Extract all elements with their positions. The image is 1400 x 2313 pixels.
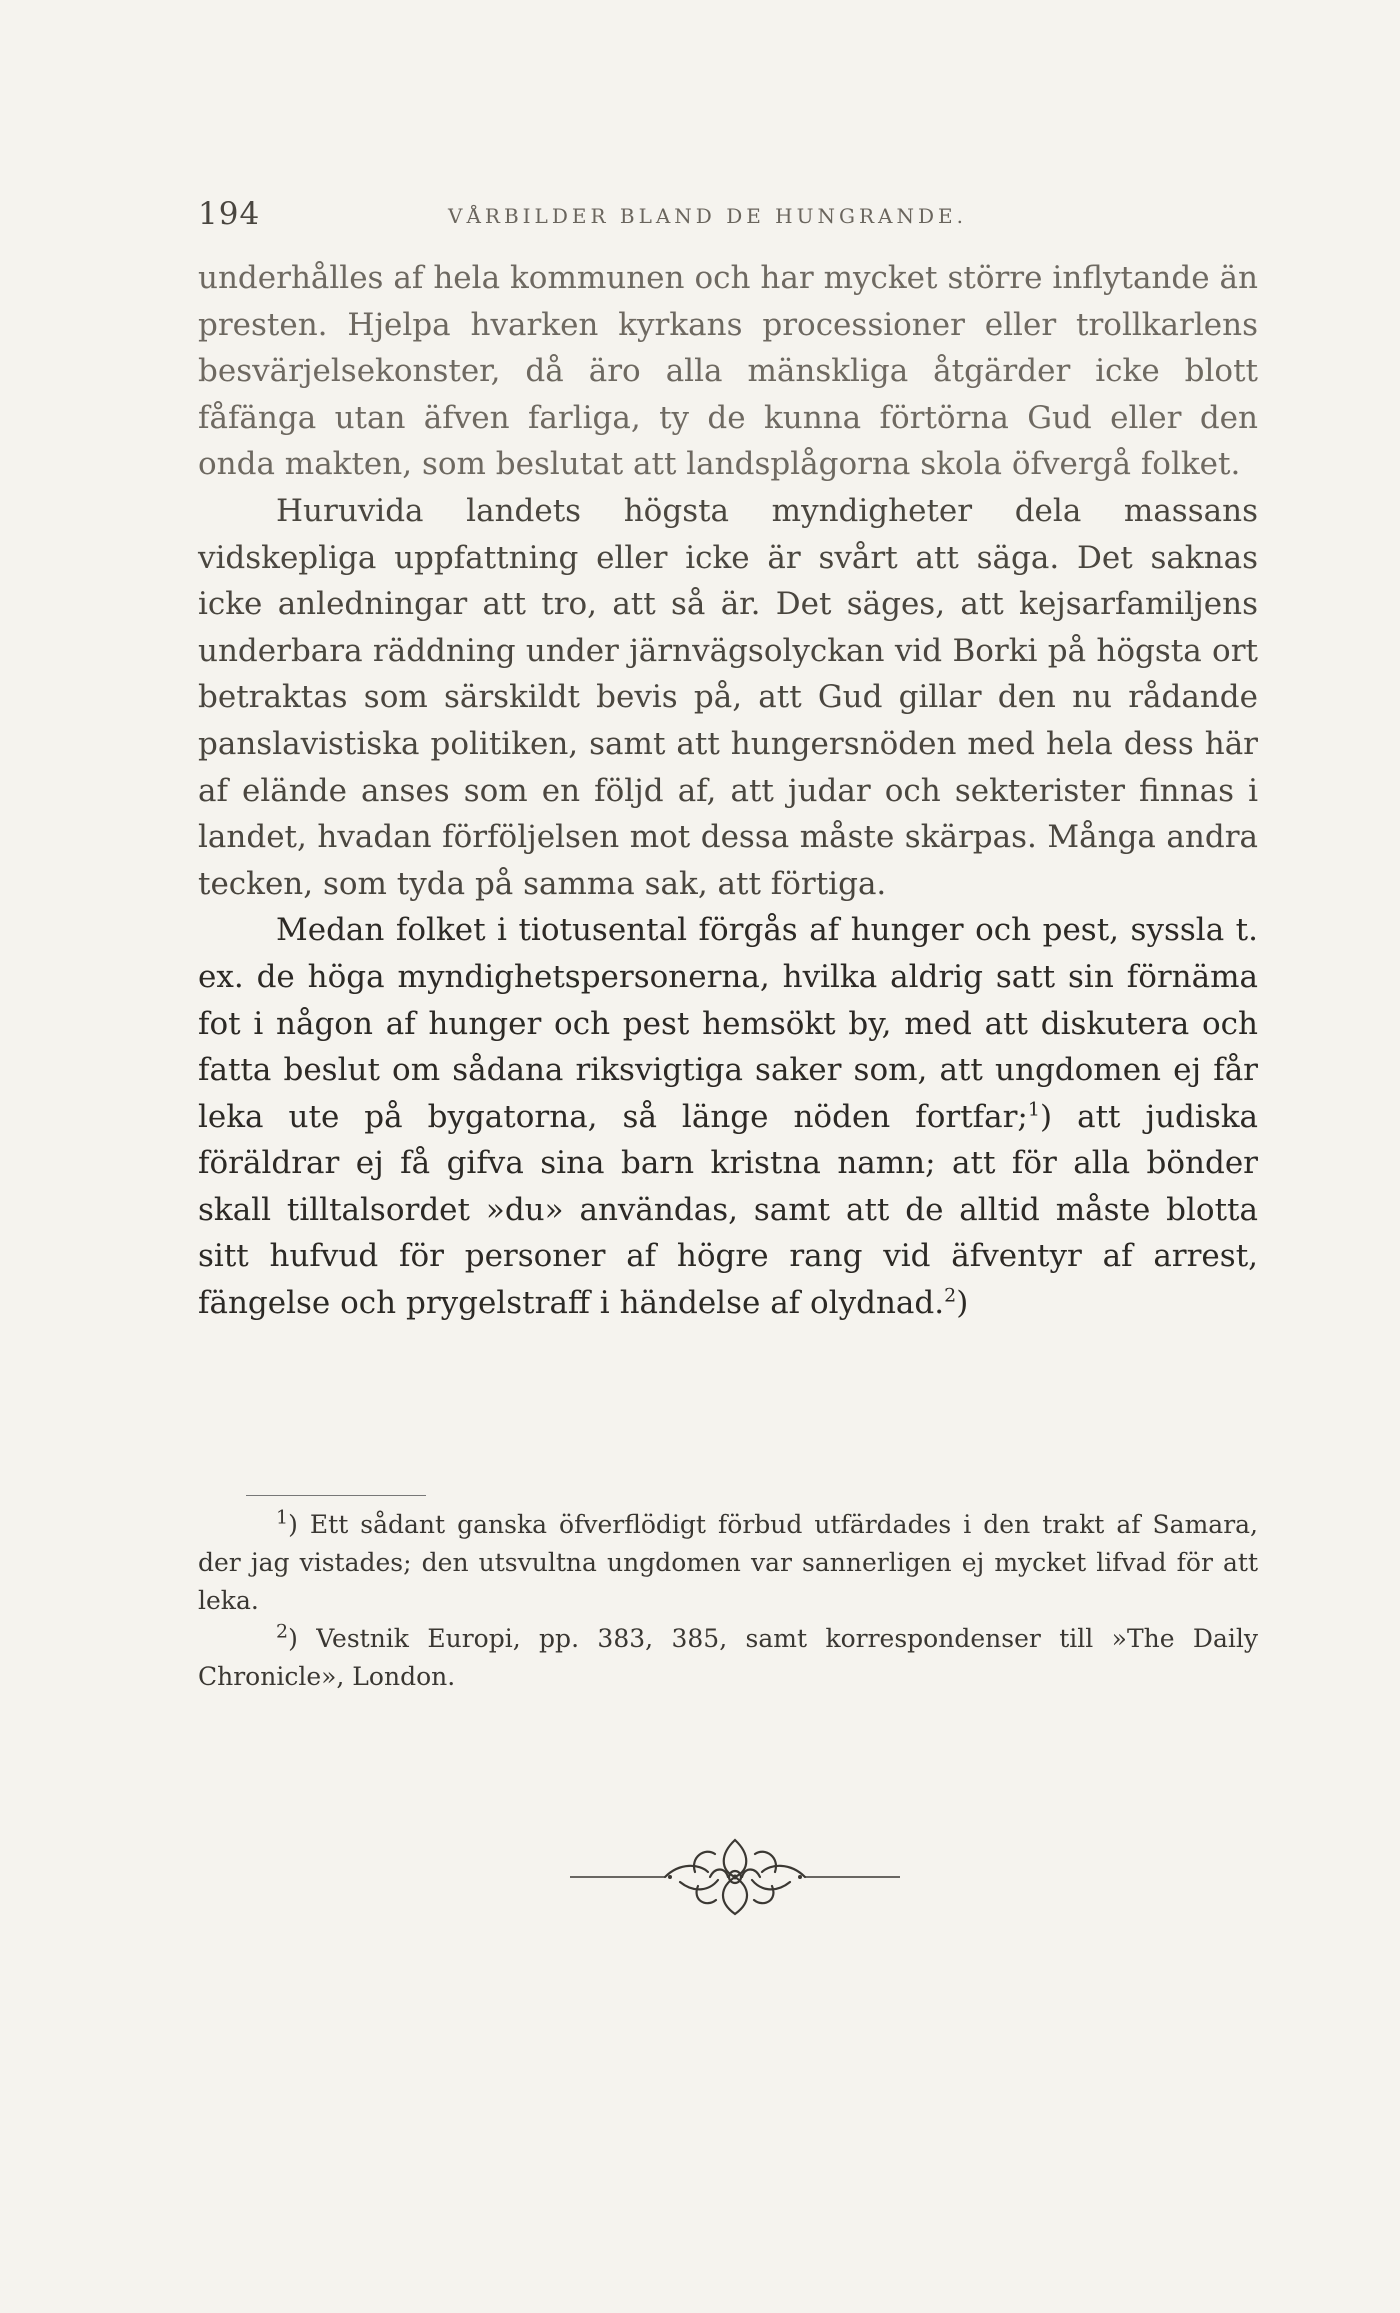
footnote-ref-2-close: ) — [956, 1285, 969, 1322]
paragraph-3-part-b: att judiska föräldrar ej få gifva sina barn kristna namn; att för alla bönder skall tilltalsordet »du» användas, samt att de alltid måste blotta sitt hufvud för personer af högre rang vid äfventyr af arrest, fängelse och prygelstraff i händelse af olydnad. — [198, 1098, 1258, 1322]
running-head — [198, 196, 1258, 236]
body-text — [198, 255, 1258, 1327]
fleuron-ornament-icon — [570, 1832, 900, 1922]
footnote-2-marker: 2 — [276, 1620, 289, 1643]
footnote-1-marker-close: ) — [288, 1510, 298, 1539]
footnote-rule — [246, 1495, 426, 1496]
page-number: 194 — [198, 196, 261, 232]
footnote-ref-2: 2 — [944, 1284, 957, 1307]
paragraph-2: Huruvida landets högsta myndigheter dela massans vidskepliga uppfattning eller icke är svårt att säga. Det saknas icke anledningar att tro, att så är. Det säges, att kejsarfamiljens underbara räddning under järnvägsolyckan vid Borki på högsta ort betraktas som särskildt bevis på, att Gud gillar den nu rådande panslavistiska politiken, samt att hungersnöden med hela dess här af elände anses som en följd af, att judar och sekterister finnas i landet, hvadan förföljelsen mot dessa måste skärpas. Många andra tecken, som tyda på samma sak, att förtiga. — [198, 492, 1258, 902]
footnote-2-marker-close: ) — [288, 1624, 298, 1653]
footnote-1 — [198, 1506, 1258, 1620]
paragraph-3 — [198, 907, 1258, 1326]
paragraph-1: underhålles af hela kommunen och har mycket större inflytande än presten. Hjelpa hvarken kyrkans processioner eller trollkarlens besvärjelsekonster, då äro alla mänskliga åtgärder icke blott fåfänga utan äfven farliga, ty de kunna förtörna Gud eller den onda makten, som beslutat att landsplågorna skola öfvergå folket. — [198, 260, 1258, 483]
footnote-2 — [198, 1620, 1258, 1696]
footnote-2-text: Vestnik Europi, pp. 383, 385, samt korrespondenser till »The Daily Chronicle», London. — [198, 1624, 1258, 1691]
running-title: VÅRBILDER BLAND DE HUNGRANDE. — [448, 204, 967, 228]
footnote-ref-1-close: ) — [1039, 1098, 1053, 1135]
footnote-1-text: Ett sådant ganska öfverflödigt förbud utfärdades i den trakt af Samara, der jag vistades; den utsvultna ungdomen var sannerligen ej mycket lifvad för att leka. — [198, 1510, 1258, 1615]
footnote-1-marker: 1 — [276, 1506, 289, 1529]
footnotes — [198, 1506, 1258, 1696]
footnote-ref-1: 1 — [1027, 1098, 1040, 1121]
book-page — [198, 0, 1258, 2313]
paragraph-3-part-a: Medan folket i tiotusental förgås af hunger och pest, syssla t. ex. de höga myndighetspersonerna, hvilka aldrig satt sin förnäma fot i någon af hunger och pest hemsökt by, med att diskutera och fatta beslut om sådana riksvigtiga saker som, att ungdomen ej får leka ute på bygatorna, så länge nöden fortfar; — [198, 912, 1258, 1135]
